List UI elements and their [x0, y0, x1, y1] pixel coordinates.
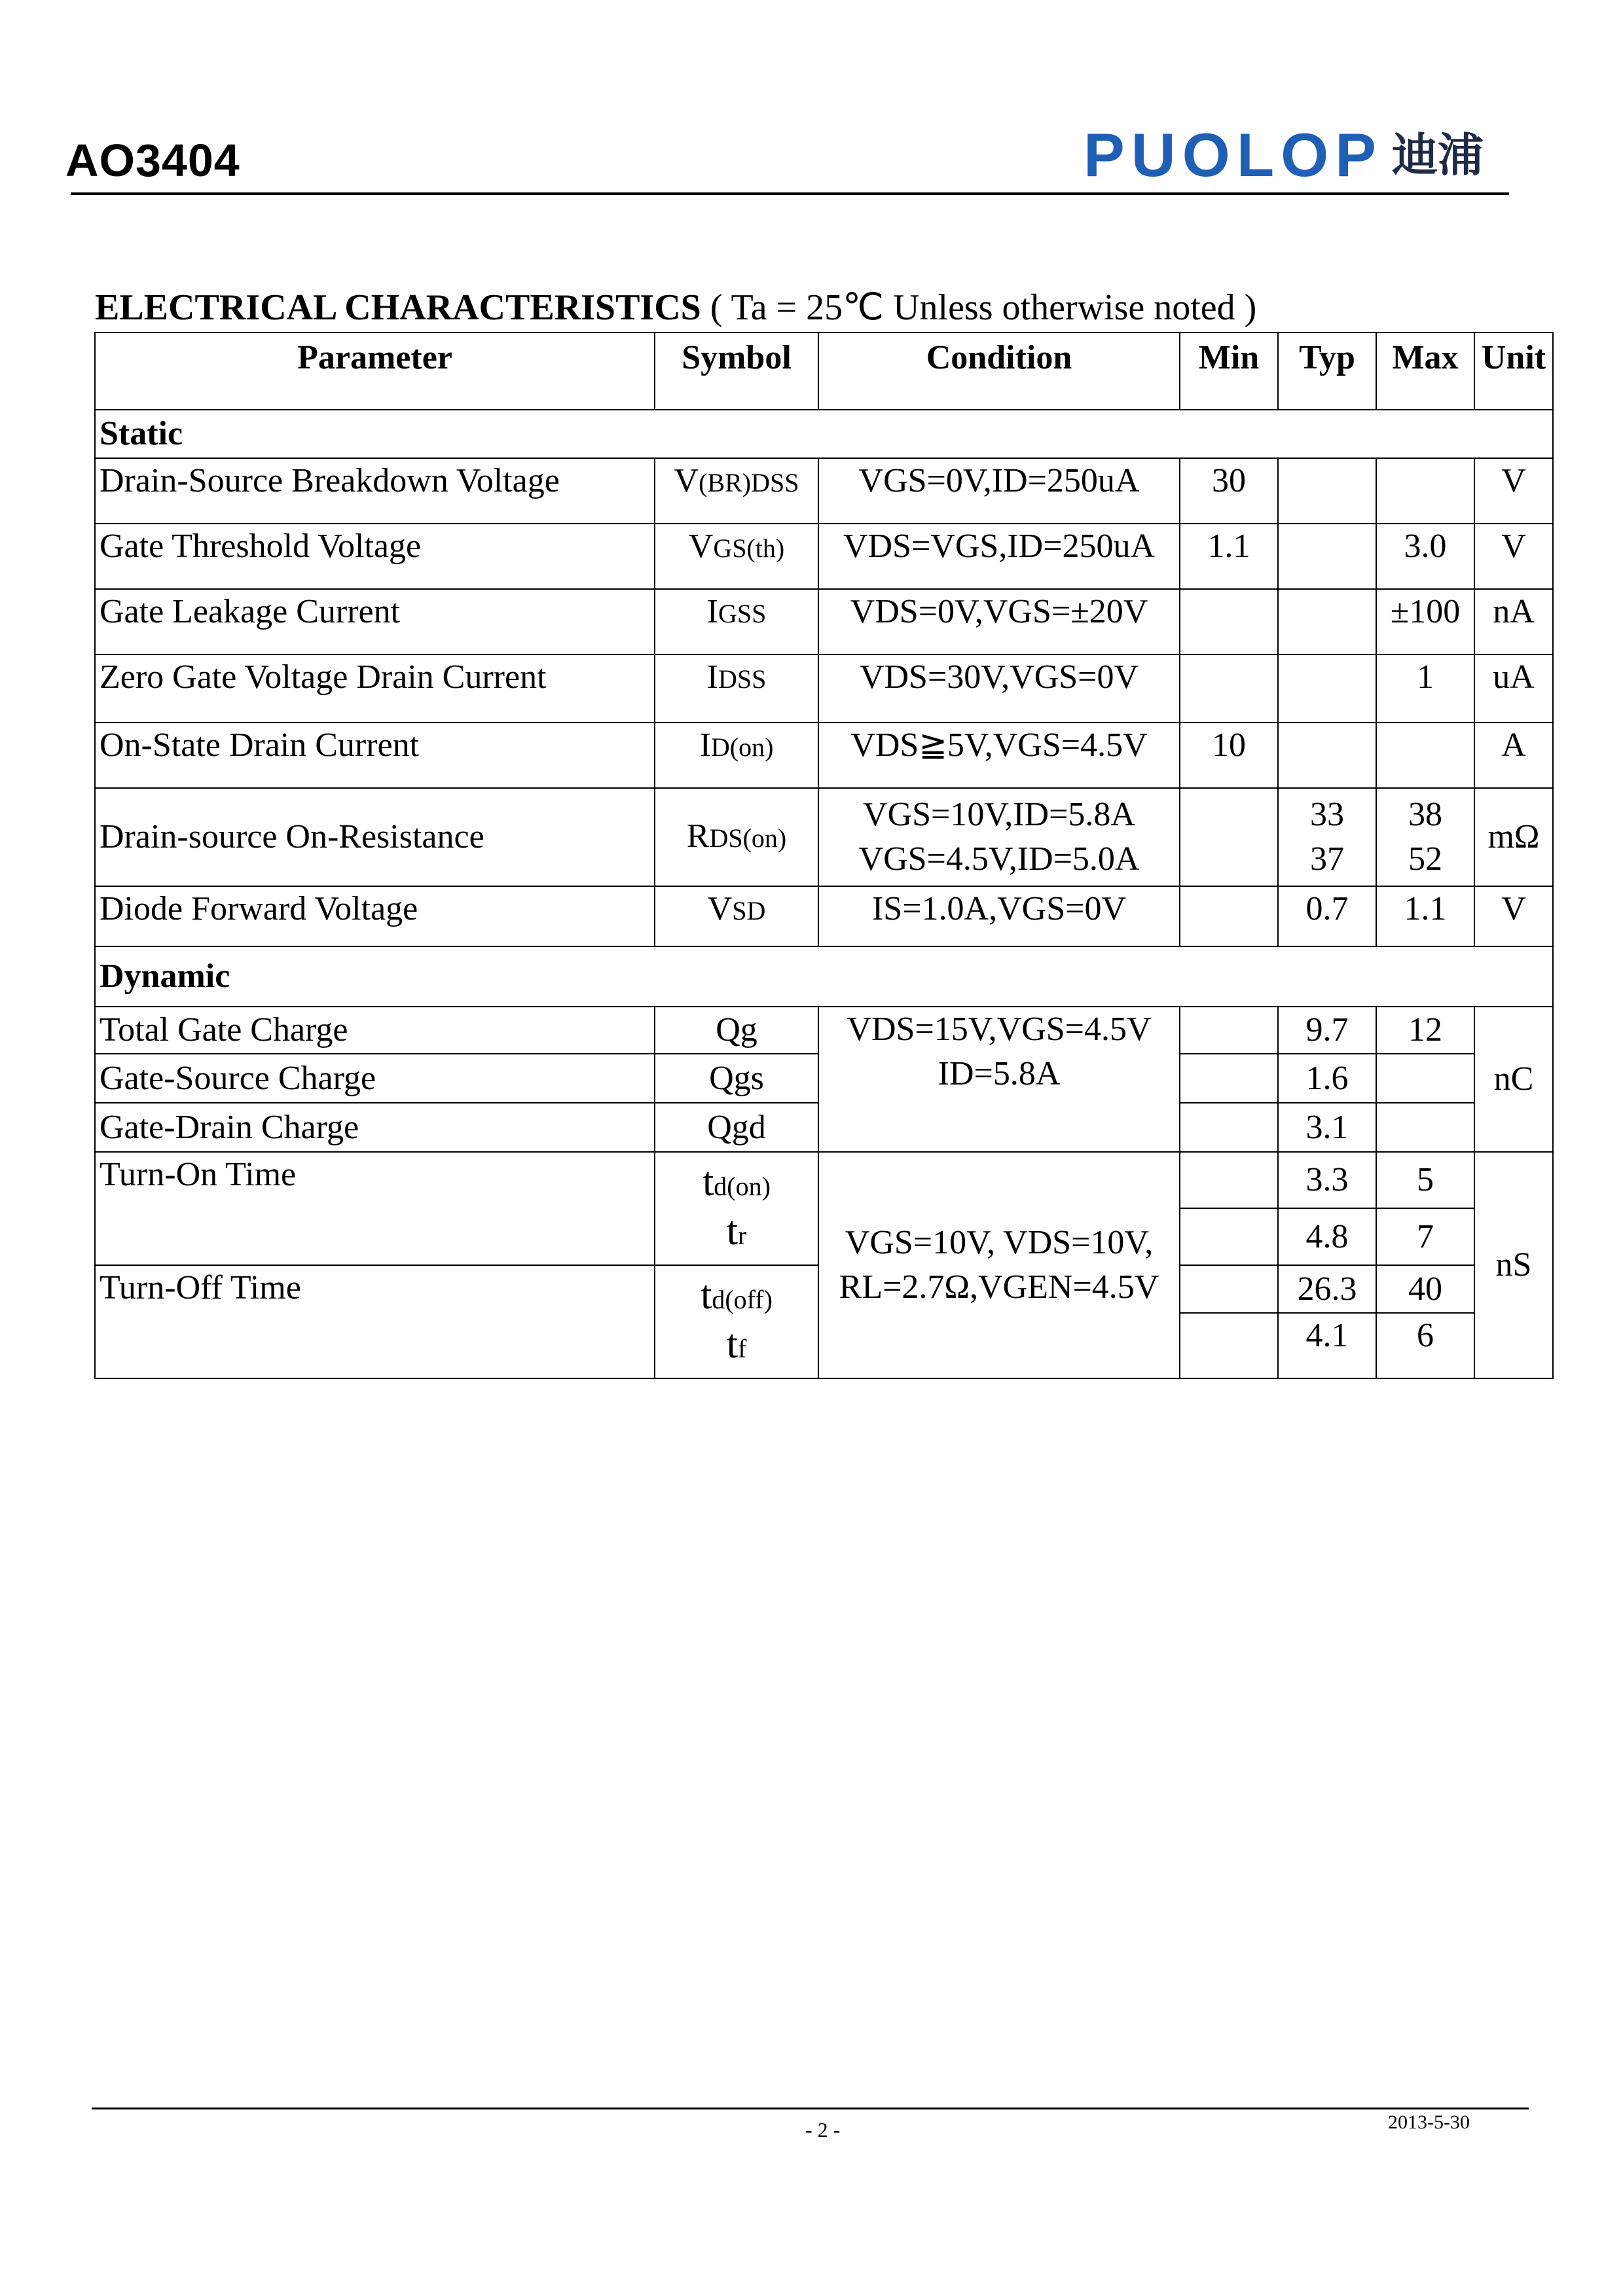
- header-unit: Unit: [1474, 332, 1553, 410]
- table-row: [95, 723, 1553, 788]
- section-row-static: [95, 410, 1553, 458]
- symbol-sub: DSS: [718, 664, 767, 694]
- min-cell: [1180, 1103, 1278, 1152]
- header-min: Min: [1180, 332, 1278, 410]
- unit-cell: mΩ: [1474, 788, 1553, 886]
- symbol-line: [655, 1273, 818, 1322]
- param-cell: Gate Leakage Current: [95, 589, 655, 655]
- symbol-cell: Qgd: [655, 1103, 818, 1152]
- param-cell: Turn-On Time: [95, 1152, 655, 1265]
- symbol-cell: Qg: [655, 1007, 818, 1054]
- table-row: [95, 1007, 1553, 1054]
- typ-cell: 4.8: [1278, 1208, 1376, 1265]
- min-cell: [1180, 1054, 1278, 1103]
- symbol-sub: SD: [732, 896, 766, 925]
- unit-cell: nA: [1474, 589, 1553, 655]
- symbol-sub: f: [737, 1333, 747, 1363]
- condition-line: VGS=4.5V,ID=5.0A: [858, 840, 1140, 878]
- footer-date: 2013-5-30: [1388, 2111, 1470, 2133]
- min-cell: [1180, 655, 1278, 723]
- min-cell: [1180, 1313, 1278, 1378]
- symbol-cell: [655, 655, 818, 723]
- header-symbol: Symbol: [655, 332, 818, 410]
- table-row: [95, 655, 1553, 723]
- table-row: [95, 524, 1553, 589]
- symbol-main: t: [701, 1272, 712, 1318]
- symbol-line: [655, 1322, 818, 1371]
- page-number: - 2 -: [805, 2118, 841, 2142]
- brand-name: PUOLOP: [1084, 120, 1383, 189]
- section-title-bold: ELECTRICAL CHARACTERISTICS: [95, 287, 701, 328]
- max-cell: 3.0: [1376, 524, 1474, 589]
- symbol-main: V: [688, 528, 714, 565]
- min-cell: 1.1: [1180, 524, 1278, 589]
- typ-cell: [1278, 655, 1376, 723]
- max-cell: [1376, 1054, 1474, 1103]
- dynamic-label: Dynamic: [95, 946, 1553, 1007]
- unit-cell: A: [1474, 723, 1553, 788]
- param-cell: Turn-Off Time: [95, 1265, 655, 1378]
- typ-cell: [1278, 524, 1376, 589]
- symbol-cell: [655, 524, 818, 589]
- brand-cn: 迪浦: [1391, 128, 1484, 182]
- param-cell: Gate Threshold Voltage: [95, 524, 655, 589]
- condition-cell: IS=1.0A,VGS=0V: [818, 886, 1180, 946]
- param-cell: On-State Drain Current: [95, 723, 655, 788]
- symbol-sub: D(on): [710, 732, 774, 762]
- max-cell: 7: [1376, 1208, 1474, 1265]
- min-cell: [1180, 1265, 1278, 1313]
- table-row: [95, 886, 1553, 946]
- typ-cell: [1278, 458, 1376, 524]
- section-row-dynamic: [95, 946, 1553, 1007]
- symbol-line: [655, 1209, 818, 1258]
- max-cell: [1376, 1103, 1474, 1152]
- min-cell: [1180, 1152, 1278, 1208]
- symbol-sub: r: [737, 1220, 747, 1250]
- param-cell: Drain-Source Breakdown Voltage: [95, 458, 655, 524]
- typ-cell: 3.3: [1278, 1152, 1376, 1208]
- unit-cell: V: [1474, 458, 1553, 524]
- symbol-sub: GSS: [718, 599, 767, 628]
- typ-cell: [1278, 788, 1376, 886]
- typ-cell: 1.6: [1278, 1054, 1376, 1103]
- condition-cell: VGS=0V,ID=250uA: [818, 458, 1180, 524]
- header-max: Max: [1376, 332, 1474, 410]
- unit-cell: uA: [1474, 655, 1553, 723]
- condition-cell: VDS=30V,VGS=0V: [818, 655, 1180, 723]
- symbol-cell: [655, 1152, 818, 1265]
- param-cell: Drain-source On-Resistance: [95, 788, 655, 886]
- max-value: 52: [1408, 840, 1442, 878]
- param-cell: Gate-Drain Charge: [95, 1103, 655, 1152]
- min-cell: [1180, 589, 1278, 655]
- section-title: [95, 286, 1256, 329]
- condition-cell: [818, 788, 1180, 886]
- min-cell: [1180, 788, 1278, 886]
- table-row: [95, 788, 1553, 886]
- max-cell: 6: [1376, 1313, 1474, 1378]
- typ-cell: 26.3: [1278, 1265, 1376, 1313]
- footer-rule: [92, 2108, 1529, 2109]
- symbol-cell: [655, 886, 818, 946]
- condition-line: VGS=10V,ID=5.8A: [863, 796, 1135, 833]
- max-cell: 5: [1376, 1152, 1474, 1208]
- max-cell: 1.1: [1376, 886, 1474, 946]
- part-number: AO3404: [65, 135, 240, 186]
- unit-cell: nC: [1474, 1007, 1553, 1152]
- symbol-sub: d(on): [714, 1171, 771, 1201]
- max-cell: [1376, 723, 1474, 788]
- condition-line: RL=2.7Ω,VGEN=4.5V: [839, 1268, 1159, 1306]
- typ-value: 33: [1310, 796, 1344, 833]
- symbol-cell: [655, 589, 818, 655]
- symbol-sub: (BR)DSS: [699, 468, 799, 497]
- section-title-note: ( Ta = 25℃ Unless otherwise noted ): [701, 287, 1257, 328]
- symbol-main: V: [674, 462, 699, 499]
- symbol-main: t: [726, 1321, 738, 1367]
- characteristics-table: [94, 332, 1554, 1379]
- typ-cell: [1278, 589, 1376, 655]
- min-cell: 10: [1180, 723, 1278, 788]
- symbol-sub: GS(th): [713, 533, 785, 563]
- symbol-line: [655, 1160, 818, 1209]
- condition-line: VGS=10V, VDS=10V,: [845, 1224, 1154, 1261]
- max-cell: 40: [1376, 1265, 1474, 1313]
- header-typ: Typ: [1278, 332, 1376, 410]
- symbol-main: I: [706, 658, 718, 696]
- symbol-cell: [655, 788, 818, 886]
- unit-cell: nS: [1474, 1152, 1553, 1378]
- unit-cell: V: [1474, 524, 1553, 589]
- symbol-sub: d(off): [712, 1284, 773, 1314]
- condition-line: ID=5.8A: [938, 1055, 1061, 1092]
- max-cell: [1376, 458, 1474, 524]
- header-condition: Condition: [818, 332, 1180, 410]
- unit-cell: V: [1474, 886, 1553, 946]
- table-header-row: [95, 332, 1553, 410]
- symbol-main: t: [702, 1159, 714, 1204]
- symbol-main: R: [686, 817, 710, 855]
- symbol-main: I: [699, 726, 711, 764]
- symbol-cell: Qgs: [655, 1054, 818, 1103]
- min-cell: [1180, 1007, 1278, 1054]
- condition-cell: VDS=VGS,ID=250uA: [818, 524, 1180, 589]
- typ-cell: 4.1: [1278, 1313, 1376, 1378]
- condition-cell: VDS≧5V,VGS=4.5V: [818, 723, 1180, 788]
- condition-cell: VDS=0V,VGS=±20V: [818, 589, 1180, 655]
- symbol-cell: [655, 723, 818, 788]
- condition-cell: [818, 1152, 1180, 1378]
- min-cell: [1180, 1208, 1278, 1265]
- static-label: Static: [95, 410, 1553, 458]
- condition-line: VDS=15V,VGS=4.5V: [847, 1011, 1152, 1048]
- table-row: [95, 458, 1553, 524]
- typ-value: 37: [1310, 840, 1344, 878]
- max-value: 38: [1408, 796, 1442, 833]
- brand-logo: [1084, 120, 1484, 189]
- typ-cell: 9.7: [1278, 1007, 1376, 1054]
- symbol-main: t: [726, 1208, 738, 1253]
- symbol-cell: [655, 1265, 818, 1378]
- table-row: [95, 1152, 1553, 1208]
- table-row: [95, 589, 1553, 655]
- min-cell: 30: [1180, 458, 1278, 524]
- max-cell: ±100: [1376, 589, 1474, 655]
- param-cell: Diode Forward Voltage: [95, 886, 655, 946]
- symbol-sub: DS(on): [709, 823, 787, 853]
- condition-cell: [818, 1007, 1180, 1152]
- symbol-main: I: [706, 593, 718, 630]
- min-cell: [1180, 886, 1278, 946]
- header-rule: [71, 192, 1509, 195]
- typ-cell: 3.1: [1278, 1103, 1376, 1152]
- typ-cell: 0.7: [1278, 886, 1376, 946]
- header-parameter: Parameter: [95, 332, 655, 410]
- max-cell: 1: [1376, 655, 1474, 723]
- typ-cell: [1278, 723, 1376, 788]
- max-cell: [1376, 788, 1474, 886]
- max-cell: 12: [1376, 1007, 1474, 1054]
- param-cell: Zero Gate Voltage Drain Current: [95, 655, 655, 723]
- symbol-cell: [655, 458, 818, 524]
- param-cell: Gate-Source Charge: [95, 1054, 655, 1103]
- symbol-main: V: [707, 890, 733, 927]
- param-cell: Total Gate Charge: [95, 1007, 655, 1054]
